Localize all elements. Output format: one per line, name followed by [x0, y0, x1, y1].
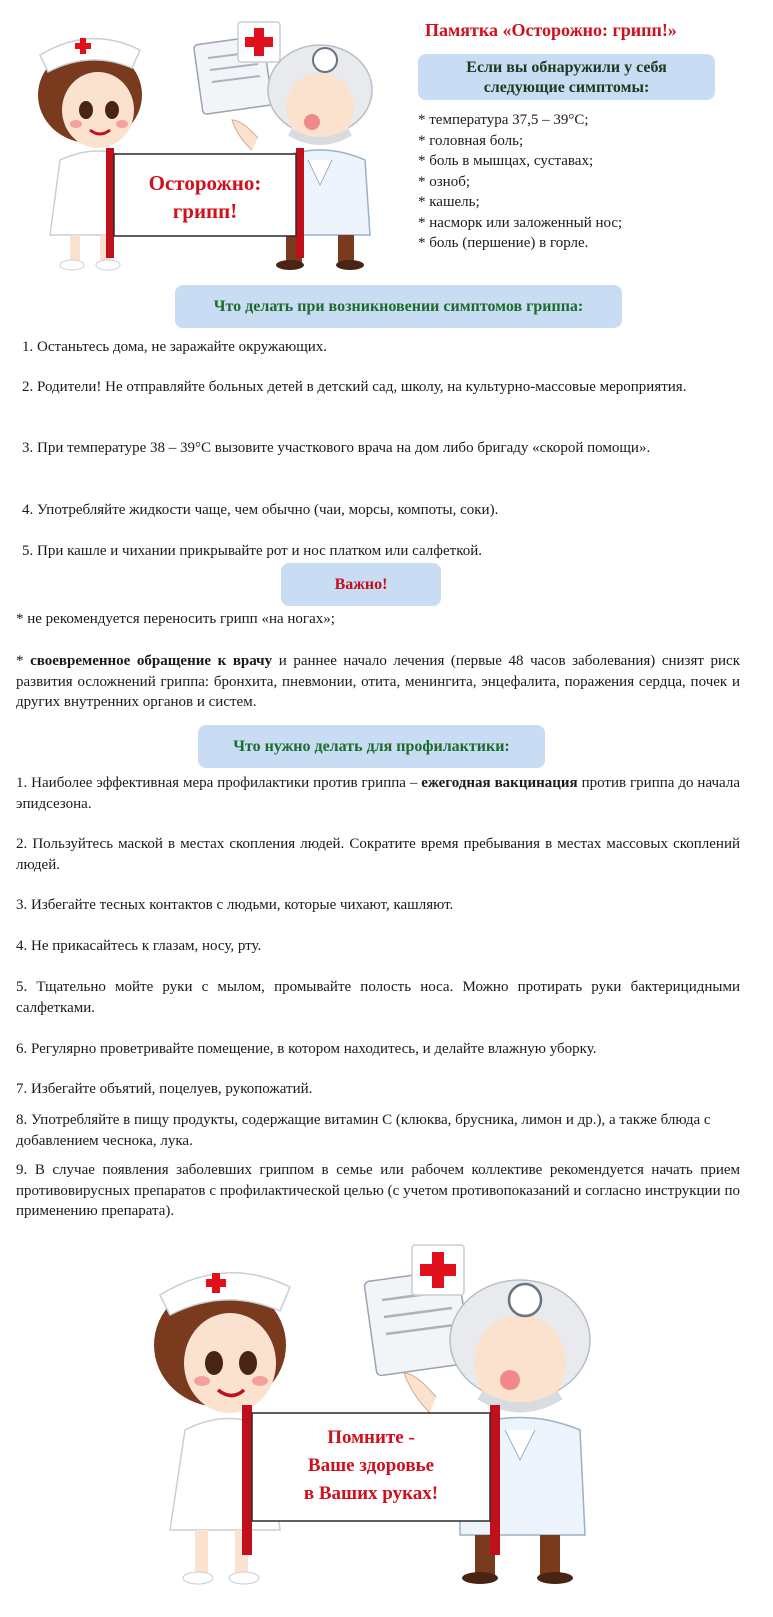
prevention-item-1-start: 1. Наиболее эффективная мера профилактики против гриппа –	[16, 775, 422, 791]
what-to-do-item: 1. Останьтесь дома, не заражайте окружающих.	[22, 339, 328, 355]
page-title: Памятка «Осторожно: грипп!»	[425, 20, 677, 40]
what-to-do-item: 2. Родители! Не отправляйте больных детей в детский сад, школу, на культурно-массовые мероприятия.	[22, 379, 687, 395]
first-aid-icon	[412, 1245, 464, 1295]
prevention-item: 3. Избегайте тесных контактов с людьми, которые чихают, кашляют.	[16, 897, 454, 913]
prevention-item: 2. Пользуйтесь маской в местах скопления людей. Сократите время пребывания в местах массовых скоплений людей.	[16, 836, 740, 873]
sign-line-2: Ваше здоровье	[307, 1455, 435, 1476]
important-item-2	[16, 651, 740, 713]
symptom-item: * озноб;	[418, 173, 471, 190]
what-to-do-item: 3. При температуре 38 – 39°С вызовите участкового врача на дом либо бригаду «скорой помощи».	[22, 440, 651, 456]
prevention-item-1-end: против гриппа до начала эпидсезона.	[16, 775, 740, 812]
symptom-item: * кашель;	[418, 194, 480, 210]
symptoms-heading-line1: Если вы обнаружили у себя	[466, 59, 667, 76]
top-illustration	[20, 20, 400, 275]
sign-line-1: Осторожно:	[148, 171, 262, 195]
symptoms-list	[418, 110, 622, 254]
sign-line-1: Помните -	[327, 1427, 415, 1448]
important-heading: Важно!	[281, 563, 441, 606]
prevention-item: 5. Тщательно мойте руки с мылом, промывайте полость носа. Можно протирать руки бактерицидными салфетками.	[16, 979, 740, 1016]
important-item-2-bold: своевременное обращение к врачу	[30, 653, 273, 669]
prevention-item: 4. Не прикасайтесь к глазам, носу, рту.	[16, 938, 262, 954]
prevention-item: 6. Регулярно проветривайте помещение, в котором находитесь, и делайте влажную уборку.	[16, 1041, 597, 1057]
important-item-1: * не рекомендуется переносить грипп «на ногах»;	[16, 611, 335, 627]
prevention-heading: Что нужно делать для профилактики:	[198, 725, 545, 768]
prevention-item: 9. В случае появления заболевших гриппом в семье или рабочем коллективе рекомендуется начать прием противовирусных препаратов с профилактической целью (с учетом противопоказаний и согласно инструкции по применению препарата).	[16, 1162, 740, 1219]
bottom-illustration	[140, 1245, 610, 1610]
sign-line-2: грипп!	[172, 199, 238, 223]
symptoms-heading	[418, 54, 715, 100]
prevention-item-1-bold: ежегодная вакцинация	[421, 775, 578, 791]
symptom-item: * боль (першение) в горле.	[418, 235, 589, 251]
sign-line-3: в Ваших руках!	[303, 1483, 439, 1504]
prevention-item	[16, 773, 740, 814]
symptom-item: * головная боль;	[418, 132, 524, 149]
what-to-do-item: 4. Употребляйте жидкости чаще, чем обычно (чаи, морсы, компоты, соки).	[22, 502, 499, 518]
what-to-do-heading: Что делать при возникновении симптомов гриппа:	[175, 285, 622, 328]
symptom-item: * насморк или заложенный нос;	[418, 214, 623, 231]
first-aid-icon	[238, 22, 280, 62]
symptoms-heading-line2: следующие симптомы:	[483, 79, 650, 96]
symptom-item: * температура 37,5 – 39°С;	[418, 112, 589, 128]
prevention-item: 7. Избегайте объятий, поцелуев, рукопожатий.	[16, 1081, 313, 1097]
what-to-do-item: 5. При кашле и чихании прикрывайте рот и нос платком или салфеткой.	[22, 543, 483, 559]
important-item-2-prefix: *	[16, 653, 31, 669]
warning-sign	[106, 148, 304, 258]
prevention-item: 8. Употребляйте в пищу продукты, содержащие витамин С (клюква, брусника, лимон и др.), а также блюда с добавлением чеснока, лука.	[16, 1112, 711, 1149]
important-item-2-rest: и раннее начало лечения (первые 48 часов заболевания) снизят риск развития осложнений гриппа: бронхита, пневмонии, отита, менингита, энцефалита, поражения сердца, почек и других внутренних органов и систем.	[16, 653, 740, 710]
symptom-item: * боль в мышцах, суставах;	[418, 153, 594, 169]
